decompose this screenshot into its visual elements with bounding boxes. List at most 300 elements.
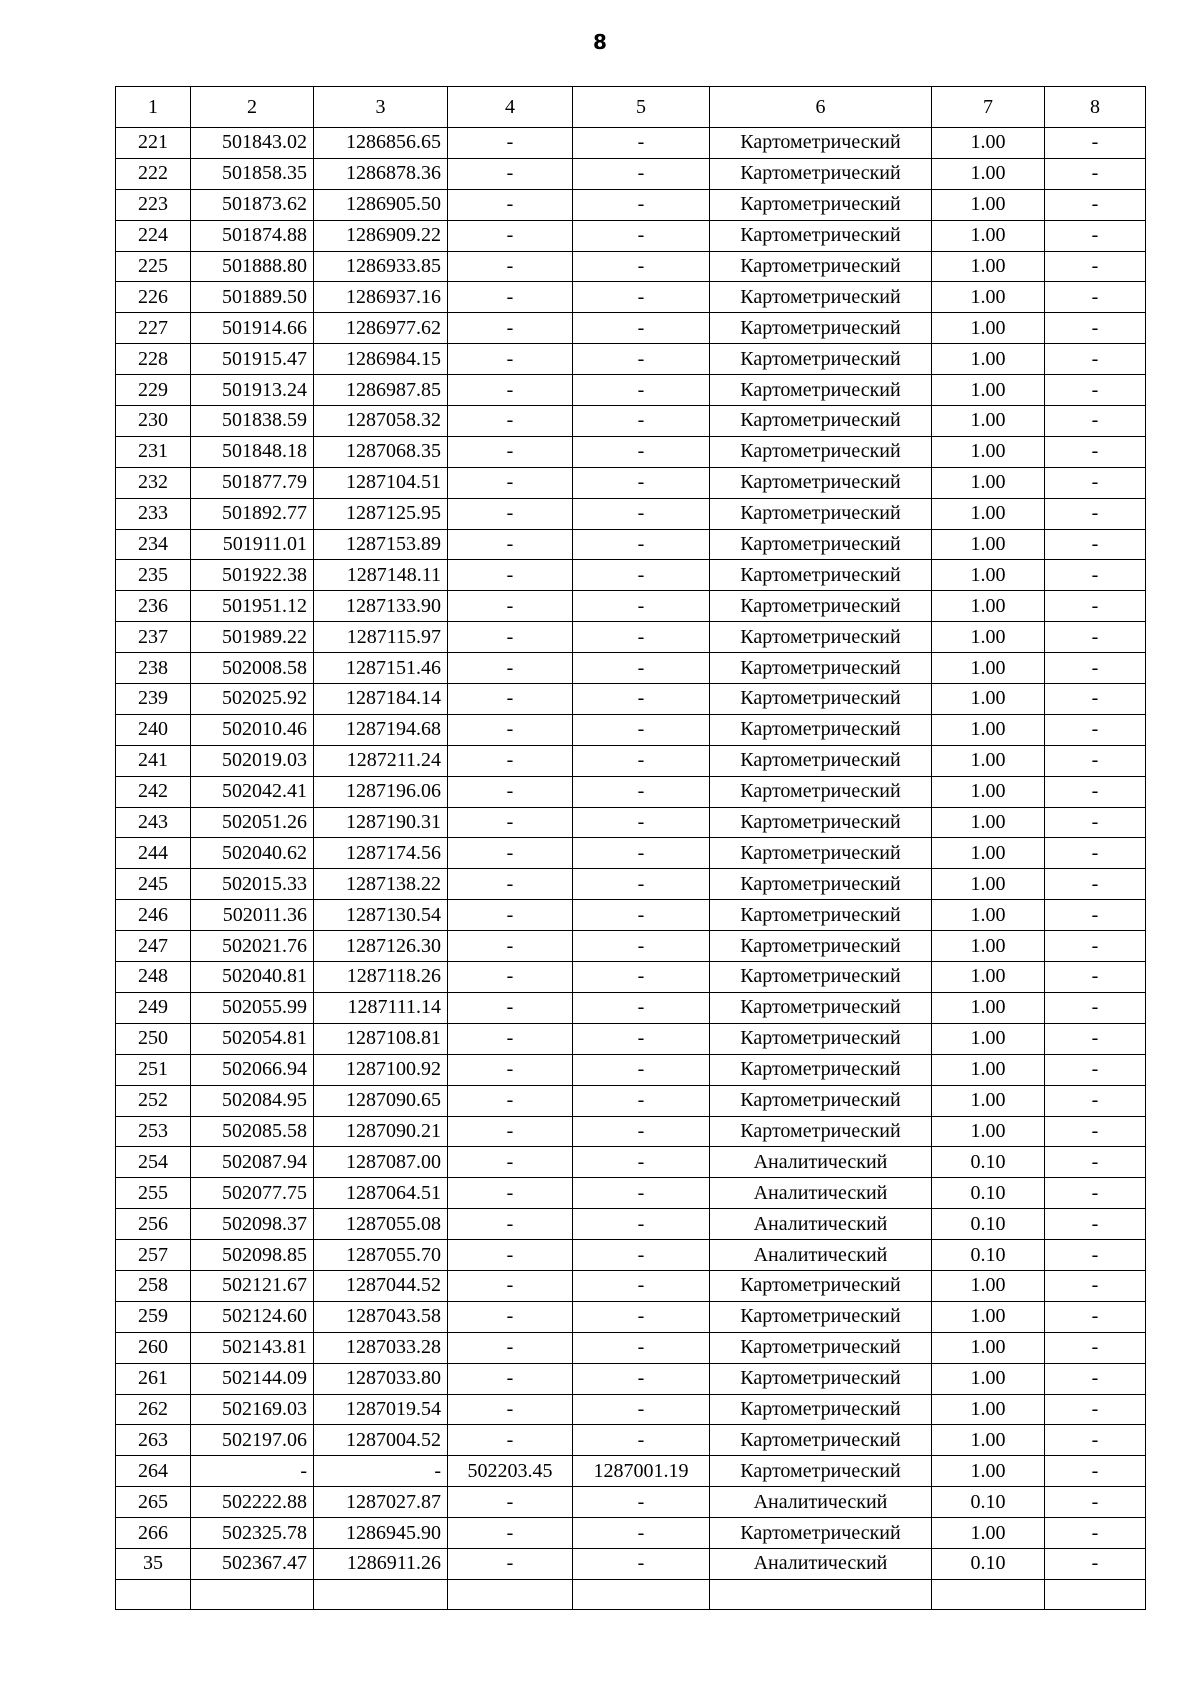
accuracy-cell: 1.00 xyxy=(932,1270,1045,1301)
y-coordinate-cell: 1287055.08 xyxy=(314,1209,448,1240)
description-cell: - xyxy=(1045,282,1146,313)
new-y-coordinate-cell: - xyxy=(573,714,710,745)
point-number-cell: 236 xyxy=(116,591,191,622)
accuracy-cell: 1.00 xyxy=(932,807,1045,838)
y-coordinate-cell: 1286878.36 xyxy=(314,158,448,189)
empty-cell xyxy=(191,1579,314,1609)
new-x-coordinate-cell: - xyxy=(448,869,573,900)
new-x-coordinate-cell: - xyxy=(448,931,573,962)
table-row xyxy=(116,467,1146,498)
method-cell: Аналитический xyxy=(710,1147,932,1178)
new-x-coordinate-cell: - xyxy=(448,406,573,437)
point-number-cell: 242 xyxy=(116,776,191,807)
new-x-coordinate-cell: - xyxy=(448,1270,573,1301)
table-row xyxy=(116,1240,1146,1271)
method-cell: Картометрический xyxy=(710,962,932,993)
new-y-coordinate-cell: - xyxy=(573,529,710,560)
x-coordinate-cell: 502124.60 xyxy=(191,1301,314,1332)
table-row xyxy=(116,1054,1146,1085)
y-coordinate-cell: 1287108.81 xyxy=(314,1023,448,1054)
table-row xyxy=(116,622,1146,653)
new-y-coordinate-cell: - xyxy=(573,900,710,931)
y-coordinate-cell: 1287019.54 xyxy=(314,1394,448,1425)
description-cell: - xyxy=(1045,1085,1146,1116)
point-number-cell: 252 xyxy=(116,1085,191,1116)
x-coordinate-cell: 501877.79 xyxy=(191,467,314,498)
point-number-cell: 241 xyxy=(116,745,191,776)
accuracy-cell: 1.00 xyxy=(932,776,1045,807)
method-cell: Картометрический xyxy=(710,869,932,900)
point-number-cell: 253 xyxy=(116,1116,191,1147)
table-row xyxy=(116,1085,1146,1116)
new-x-coordinate-cell: - xyxy=(448,220,573,251)
new-y-coordinate-cell: - xyxy=(573,375,710,406)
y-coordinate-cell: 1287033.28 xyxy=(314,1332,448,1363)
new-x-coordinate-cell: - xyxy=(448,467,573,498)
method-cell: Картометрический xyxy=(710,1270,932,1301)
x-coordinate-cell: 502021.76 xyxy=(191,931,314,962)
new-x-coordinate-cell: - xyxy=(448,1425,573,1456)
method-cell: Картометрический xyxy=(710,436,932,467)
point-number-cell: 256 xyxy=(116,1209,191,1240)
empty-cell xyxy=(1045,1579,1146,1609)
new-x-coordinate-cell: - xyxy=(448,344,573,375)
point-number-cell: 259 xyxy=(116,1301,191,1332)
accuracy-cell: 1.00 xyxy=(932,1518,1045,1549)
new-x-coordinate-cell: 502203.45 xyxy=(448,1456,573,1487)
empty-cell xyxy=(314,1579,448,1609)
description-cell: - xyxy=(1045,776,1146,807)
x-coordinate-cell: 502054.81 xyxy=(191,1023,314,1054)
description-cell: - xyxy=(1045,1394,1146,1425)
table-row xyxy=(116,128,1146,159)
new-x-coordinate-cell: - xyxy=(448,529,573,560)
table-row xyxy=(116,838,1146,869)
accuracy-cell: 1.00 xyxy=(932,1425,1045,1456)
accuracy-cell: 1.00 xyxy=(932,406,1045,437)
new-y-coordinate-cell: - xyxy=(573,251,710,282)
x-coordinate-cell: 502325.78 xyxy=(191,1518,314,1549)
new-y-coordinate-cell: - xyxy=(573,560,710,591)
point-number-cell: 250 xyxy=(116,1023,191,1054)
table-row xyxy=(116,992,1146,1023)
table-row xyxy=(116,1548,1146,1579)
description-cell: - xyxy=(1045,1178,1146,1209)
method-cell: Картометрический xyxy=(710,560,932,591)
y-coordinate-cell: 1287068.35 xyxy=(314,436,448,467)
x-coordinate-cell: 502019.03 xyxy=(191,745,314,776)
accuracy-cell: 0.10 xyxy=(932,1240,1045,1271)
method-cell: Картометрический xyxy=(710,498,932,529)
new-x-coordinate-cell: - xyxy=(448,436,573,467)
point-number-cell: 238 xyxy=(116,653,191,684)
x-coordinate-cell: 502169.03 xyxy=(191,1394,314,1425)
new-y-coordinate-cell: - xyxy=(573,498,710,529)
new-x-coordinate-cell: - xyxy=(448,1023,573,1054)
new-y-coordinate-cell: - xyxy=(573,1487,710,1518)
method-cell: Картометрический xyxy=(710,807,932,838)
y-coordinate-cell: 1287058.32 xyxy=(314,406,448,437)
method-cell: Картометрический xyxy=(710,1456,932,1487)
new-y-coordinate-cell: - xyxy=(573,869,710,900)
point-number-cell: 246 xyxy=(116,900,191,931)
y-coordinate-cell: 1287044.52 xyxy=(314,1270,448,1301)
accuracy-cell: 1.00 xyxy=(932,622,1045,653)
point-number-cell: 251 xyxy=(116,1054,191,1085)
new-y-coordinate-cell: - xyxy=(573,313,710,344)
y-coordinate-cell: 1287111.14 xyxy=(314,992,448,1023)
new-x-coordinate-cell: - xyxy=(448,1301,573,1332)
method-cell: Картометрический xyxy=(710,714,932,745)
table-row xyxy=(116,1209,1146,1240)
new-y-coordinate-cell: - xyxy=(573,1209,710,1240)
new-y-coordinate-cell: - xyxy=(573,1270,710,1301)
y-coordinate-cell: 1286856.65 xyxy=(314,128,448,159)
new-x-coordinate-cell: - xyxy=(448,838,573,869)
description-cell: - xyxy=(1045,1270,1146,1301)
description-cell: - xyxy=(1045,992,1146,1023)
x-coordinate-cell: 502087.94 xyxy=(191,1147,314,1178)
accuracy-cell: 1.00 xyxy=(932,714,1045,745)
accuracy-cell: 1.00 xyxy=(932,1085,1045,1116)
table-row xyxy=(116,282,1146,313)
y-coordinate-cell: 1286911.26 xyxy=(314,1548,448,1579)
new-y-coordinate-cell: - xyxy=(573,1023,710,1054)
accuracy-cell: 1.00 xyxy=(932,436,1045,467)
description-cell: - xyxy=(1045,1487,1146,1518)
accuracy-cell: 1.00 xyxy=(932,313,1045,344)
description-cell: - xyxy=(1045,653,1146,684)
new-y-coordinate-cell: - xyxy=(573,591,710,622)
y-coordinate-cell: 1287151.46 xyxy=(314,653,448,684)
table-row xyxy=(116,714,1146,745)
point-number-cell: 258 xyxy=(116,1270,191,1301)
method-cell: Картометрический xyxy=(710,838,932,869)
point-number-cell: 255 xyxy=(116,1178,191,1209)
method-cell: Аналитический xyxy=(710,1487,932,1518)
method-cell: Аналитический xyxy=(710,1548,932,1579)
description-cell: - xyxy=(1045,962,1146,993)
method-cell: Картометрический xyxy=(710,776,932,807)
point-number-cell: 264 xyxy=(116,1456,191,1487)
table-row xyxy=(116,1518,1146,1549)
description-cell: - xyxy=(1045,1209,1146,1240)
new-y-coordinate-cell: - xyxy=(573,467,710,498)
x-coordinate-cell: 502066.94 xyxy=(191,1054,314,1085)
y-coordinate-cell: 1287033.80 xyxy=(314,1363,448,1394)
point-number-cell: 240 xyxy=(116,714,191,745)
table-row xyxy=(116,1394,1146,1425)
x-coordinate-cell: 502143.81 xyxy=(191,1332,314,1363)
point-number-cell: 234 xyxy=(116,529,191,560)
point-number-cell: 260 xyxy=(116,1332,191,1363)
y-coordinate-cell: 1287043.58 xyxy=(314,1301,448,1332)
y-coordinate-cell: 1287090.21 xyxy=(314,1116,448,1147)
new-x-coordinate-cell: - xyxy=(448,498,573,529)
new-x-coordinate-cell: - xyxy=(448,313,573,344)
new-x-coordinate-cell: - xyxy=(448,714,573,745)
page-number: 8 xyxy=(593,30,607,54)
description-cell: - xyxy=(1045,622,1146,653)
y-coordinate-cell: 1287211.24 xyxy=(314,745,448,776)
description-cell: - xyxy=(1045,807,1146,838)
new-x-coordinate-cell: - xyxy=(448,375,573,406)
description-cell: - xyxy=(1045,838,1146,869)
accuracy-cell: 1.00 xyxy=(932,467,1045,498)
method-cell: Аналитический xyxy=(710,1209,932,1240)
y-coordinate-cell: 1286905.50 xyxy=(314,189,448,220)
method-cell: Картометрический xyxy=(710,406,932,437)
accuracy-cell: 1.00 xyxy=(932,1394,1045,1425)
new-x-coordinate-cell: - xyxy=(448,684,573,715)
x-coordinate-cell: 502025.92 xyxy=(191,684,314,715)
new-y-coordinate-cell: - xyxy=(573,1116,710,1147)
point-number-cell: 261 xyxy=(116,1363,191,1394)
description-cell: - xyxy=(1045,128,1146,159)
new-x-coordinate-cell: - xyxy=(448,962,573,993)
new-x-coordinate-cell: - xyxy=(448,560,573,591)
method-cell: Картометрический xyxy=(710,467,932,498)
new-y-coordinate-cell: - xyxy=(573,1301,710,1332)
table-row xyxy=(116,807,1146,838)
new-y-coordinate-cell: - xyxy=(573,128,710,159)
method-cell: Картометрический xyxy=(710,591,932,622)
new-y-coordinate-cell: - xyxy=(573,1363,710,1394)
column-header-4: 4 xyxy=(448,87,573,128)
description-cell: - xyxy=(1045,1054,1146,1085)
x-coordinate-cell: 502042.41 xyxy=(191,776,314,807)
new-y-coordinate-cell: - xyxy=(573,931,710,962)
column-header-5: 5 xyxy=(573,87,710,128)
y-coordinate-cell: 1287153.89 xyxy=(314,529,448,560)
accuracy-cell: 1.00 xyxy=(932,931,1045,962)
table-row xyxy=(116,1023,1146,1054)
accuracy-cell: 1.00 xyxy=(932,591,1045,622)
method-cell: Картометрический xyxy=(710,1518,932,1549)
description-cell: - xyxy=(1045,931,1146,962)
x-coordinate-cell: 501848.18 xyxy=(191,436,314,467)
accuracy-cell: 0.10 xyxy=(932,1147,1045,1178)
point-number-cell: 249 xyxy=(116,992,191,1023)
new-x-coordinate-cell: - xyxy=(448,807,573,838)
new-x-coordinate-cell: - xyxy=(448,591,573,622)
method-cell: Картометрический xyxy=(710,313,932,344)
new-x-coordinate-cell: - xyxy=(448,900,573,931)
new-x-coordinate-cell: - xyxy=(448,1363,573,1394)
accuracy-cell: 1.00 xyxy=(932,869,1045,900)
y-coordinate-cell: 1286937.16 xyxy=(314,282,448,313)
new-y-coordinate-cell: 1287001.19 xyxy=(573,1456,710,1487)
x-coordinate-cell: 501989.22 xyxy=(191,622,314,653)
accuracy-cell: 1.00 xyxy=(932,1332,1045,1363)
new-y-coordinate-cell: - xyxy=(573,1518,710,1549)
new-y-coordinate-cell: - xyxy=(573,962,710,993)
x-coordinate-cell: 502085.58 xyxy=(191,1116,314,1147)
description-cell: - xyxy=(1045,1548,1146,1579)
x-coordinate-cell: 502051.26 xyxy=(191,807,314,838)
y-coordinate-cell: 1287104.51 xyxy=(314,467,448,498)
point-number-cell: 232 xyxy=(116,467,191,498)
point-number-cell: 233 xyxy=(116,498,191,529)
accuracy-cell: 1.00 xyxy=(932,375,1045,406)
new-y-coordinate-cell: - xyxy=(573,436,710,467)
table-row xyxy=(116,591,1146,622)
table-header-row xyxy=(116,87,1146,128)
x-coordinate-cell: 502040.81 xyxy=(191,962,314,993)
description-cell: - xyxy=(1045,560,1146,591)
x-coordinate-cell: 501838.59 xyxy=(191,406,314,437)
x-coordinate-cell: 501914.66 xyxy=(191,313,314,344)
new-y-coordinate-cell: - xyxy=(573,776,710,807)
y-coordinate-cell: 1287004.52 xyxy=(314,1425,448,1456)
method-cell: Картометрический xyxy=(710,622,932,653)
new-x-coordinate-cell: - xyxy=(448,251,573,282)
point-number-cell: 229 xyxy=(116,375,191,406)
accuracy-cell: 0.10 xyxy=(932,1178,1045,1209)
new-y-coordinate-cell: - xyxy=(573,1178,710,1209)
accuracy-cell: 1.00 xyxy=(932,344,1045,375)
table-row xyxy=(116,1270,1146,1301)
y-coordinate-cell: 1286933.85 xyxy=(314,251,448,282)
new-y-coordinate-cell: - xyxy=(573,838,710,869)
table-row xyxy=(116,498,1146,529)
y-coordinate-cell: 1287133.90 xyxy=(314,591,448,622)
point-number-cell: 245 xyxy=(116,869,191,900)
y-coordinate-cell: 1287184.14 xyxy=(314,684,448,715)
x-coordinate-cell: 502222.88 xyxy=(191,1487,314,1518)
accuracy-cell: 1.00 xyxy=(932,251,1045,282)
new-y-coordinate-cell: - xyxy=(573,807,710,838)
point-number-cell: 265 xyxy=(116,1487,191,1518)
y-coordinate-cell: - xyxy=(314,1456,448,1487)
point-number-cell: 266 xyxy=(116,1518,191,1549)
table-row xyxy=(116,158,1146,189)
x-coordinate-cell: 501913.24 xyxy=(191,375,314,406)
accuracy-cell: 1.00 xyxy=(932,653,1045,684)
y-coordinate-cell: 1286977.62 xyxy=(314,313,448,344)
description-cell: - xyxy=(1045,436,1146,467)
description-cell: - xyxy=(1045,1301,1146,1332)
table-row xyxy=(116,251,1146,282)
point-number-cell: 262 xyxy=(116,1394,191,1425)
method-cell: Картометрический xyxy=(710,1301,932,1332)
point-number-cell: 263 xyxy=(116,1425,191,1456)
method-cell: Картометрический xyxy=(710,745,932,776)
new-x-coordinate-cell: - xyxy=(448,1394,573,1425)
new-y-coordinate-cell: - xyxy=(573,158,710,189)
description-cell: - xyxy=(1045,1147,1146,1178)
table-row xyxy=(116,1301,1146,1332)
table-row xyxy=(116,1363,1146,1394)
table-row xyxy=(116,684,1146,715)
accuracy-cell: 1.00 xyxy=(932,498,1045,529)
description-cell: - xyxy=(1045,869,1146,900)
table-row xyxy=(116,375,1146,406)
method-cell: Картометрический xyxy=(710,189,932,220)
accuracy-cell: 1.00 xyxy=(932,1301,1045,1332)
new-x-coordinate-cell: - xyxy=(448,1240,573,1271)
new-x-coordinate-cell: - xyxy=(448,1116,573,1147)
accuracy-cell: 1.00 xyxy=(932,838,1045,869)
accuracy-cell: 1.00 xyxy=(932,220,1045,251)
new-y-coordinate-cell: - xyxy=(573,1085,710,1116)
x-coordinate-cell: 502040.62 xyxy=(191,838,314,869)
method-cell: Картометрический xyxy=(710,282,932,313)
point-number-cell: 248 xyxy=(116,962,191,993)
description-cell: - xyxy=(1045,467,1146,498)
point-number-cell: 257 xyxy=(116,1240,191,1271)
new-y-coordinate-cell: - xyxy=(573,622,710,653)
table-row xyxy=(116,745,1146,776)
description-cell: - xyxy=(1045,1116,1146,1147)
new-y-coordinate-cell: - xyxy=(573,1054,710,1085)
method-cell: Картометрический xyxy=(710,220,932,251)
method-cell: Аналитический xyxy=(710,1178,932,1209)
description-cell: - xyxy=(1045,1023,1146,1054)
accuracy-cell: 0.10 xyxy=(932,1487,1045,1518)
accuracy-cell: 1.00 xyxy=(932,282,1045,313)
method-cell: Картометрический xyxy=(710,1363,932,1394)
empty-table-row xyxy=(116,1579,1146,1609)
column-header-1: 1 xyxy=(116,87,191,128)
point-number-cell: 235 xyxy=(116,560,191,591)
method-cell: Картометрический xyxy=(710,1394,932,1425)
new-y-coordinate-cell: - xyxy=(573,220,710,251)
table-row xyxy=(116,776,1146,807)
description-cell: - xyxy=(1045,745,1146,776)
point-number-cell: 221 xyxy=(116,128,191,159)
column-header-8: 8 xyxy=(1045,87,1146,128)
description-cell: - xyxy=(1045,189,1146,220)
x-coordinate-cell: - xyxy=(191,1456,314,1487)
x-coordinate-cell: 502011.36 xyxy=(191,900,314,931)
y-coordinate-cell: 1287130.54 xyxy=(314,900,448,931)
table-row xyxy=(116,1332,1146,1363)
table-row xyxy=(116,1116,1146,1147)
new-y-coordinate-cell: - xyxy=(573,1548,710,1579)
table-row xyxy=(116,220,1146,251)
y-coordinate-cell: 1287090.65 xyxy=(314,1085,448,1116)
point-number-cell: 224 xyxy=(116,220,191,251)
new-y-coordinate-cell: - xyxy=(573,653,710,684)
y-coordinate-cell: 1287190.31 xyxy=(314,807,448,838)
x-coordinate-cell: 501843.02 xyxy=(191,128,314,159)
new-x-coordinate-cell: - xyxy=(448,1054,573,1085)
x-coordinate-cell: 502055.99 xyxy=(191,992,314,1023)
method-cell: Картометрический xyxy=(710,1054,932,1085)
description-cell: - xyxy=(1045,406,1146,437)
empty-cell xyxy=(116,1579,191,1609)
accuracy-cell: 1.00 xyxy=(932,1023,1045,1054)
accuracy-cell: 1.00 xyxy=(932,529,1045,560)
new-x-coordinate-cell: - xyxy=(448,992,573,1023)
new-x-coordinate-cell: - xyxy=(448,1332,573,1363)
accuracy-cell: 0.10 xyxy=(932,1548,1045,1579)
x-coordinate-cell: 502015.33 xyxy=(191,869,314,900)
x-coordinate-cell: 501922.38 xyxy=(191,560,314,591)
new-x-coordinate-cell: - xyxy=(448,653,573,684)
method-cell: Картометрический xyxy=(710,1085,932,1116)
description-cell: - xyxy=(1045,591,1146,622)
table-row xyxy=(116,900,1146,931)
accuracy-cell: 1.00 xyxy=(932,684,1045,715)
point-number-cell: 228 xyxy=(116,344,191,375)
table-row xyxy=(116,560,1146,591)
x-coordinate-cell: 501889.50 xyxy=(191,282,314,313)
accuracy-cell: 1.00 xyxy=(932,992,1045,1023)
empty-cell xyxy=(573,1579,710,1609)
description-cell: - xyxy=(1045,344,1146,375)
